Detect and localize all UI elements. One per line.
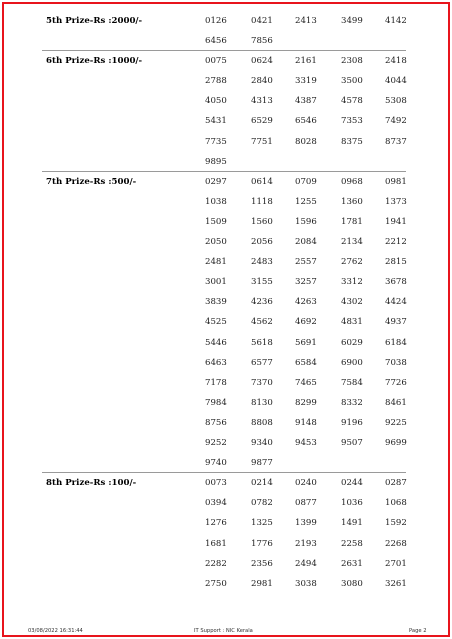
ticket-number: 2356 bbox=[251, 558, 273, 569]
ticket-number: 0981 bbox=[385, 176, 407, 187]
section-divider bbox=[42, 472, 406, 473]
ticket-number: 1068 bbox=[385, 498, 407, 509]
prize-title: 5th Prize-Rs :2000/- bbox=[46, 16, 143, 26]
ticket-number: 7856 bbox=[251, 36, 273, 47]
ticket-number: 4578 bbox=[341, 96, 363, 107]
ticket-number: 7038 bbox=[385, 357, 407, 368]
ticket-number: 3261 bbox=[385, 578, 407, 589]
ticket-number: 3001 bbox=[205, 277, 227, 288]
ticket-number: 0877 bbox=[295, 498, 317, 509]
ticket-number: 2282 bbox=[205, 558, 227, 569]
ticket-number: 7735 bbox=[205, 136, 227, 147]
ticket-number: 1373 bbox=[385, 196, 407, 207]
ticket-number: 3319 bbox=[295, 76, 317, 87]
ticket-number: 2481 bbox=[205, 257, 227, 268]
ticket-number: 2418 bbox=[385, 56, 407, 67]
ticket-number: 3312 bbox=[341, 277, 363, 288]
prize-section bbox=[4, 478, 444, 599]
ticket-number: 4937 bbox=[385, 317, 407, 328]
ticket-number: 9740 bbox=[205, 458, 227, 469]
ticket-number: 9453 bbox=[295, 438, 317, 449]
ticket-number: 0782 bbox=[251, 498, 273, 509]
results-page bbox=[2, 2, 450, 637]
ticket-number: 0614 bbox=[251, 176, 273, 187]
ticket-number: 4050 bbox=[205, 96, 227, 107]
ticket-number: 4044 bbox=[385, 76, 407, 87]
footer-page-number: Page 2 bbox=[409, 628, 427, 634]
ticket-number: 1255 bbox=[295, 196, 317, 207]
ticket-number: 0394 bbox=[205, 498, 227, 509]
ticket-number: 5618 bbox=[251, 337, 273, 348]
ticket-number: 0297 bbox=[205, 176, 227, 187]
ticket-number: 3839 bbox=[205, 297, 227, 308]
prize-section bbox=[4, 177, 444, 479]
ticket-number: 2212 bbox=[385, 237, 407, 248]
ticket-number: 3155 bbox=[251, 277, 273, 288]
ticket-number: 0244 bbox=[341, 478, 363, 489]
ticket-number: 2788 bbox=[205, 76, 227, 87]
ticket-number: 4387 bbox=[295, 96, 317, 107]
ticket-number: 1118 bbox=[251, 196, 273, 207]
ticket-number: 1596 bbox=[295, 216, 317, 227]
ticket-number: 2050 bbox=[205, 237, 227, 248]
ticket-number: 0624 bbox=[251, 56, 273, 67]
ticket-number: 8808 bbox=[251, 417, 273, 428]
ticket-number: 1509 bbox=[205, 216, 227, 227]
prize-section bbox=[4, 56, 444, 177]
ticket-number: 2268 bbox=[385, 538, 407, 549]
ticket-number: 3257 bbox=[295, 277, 317, 288]
ticket-number: 8332 bbox=[341, 397, 363, 408]
ticket-number: 9507 bbox=[341, 438, 363, 449]
ticket-number: 6456 bbox=[205, 36, 227, 47]
ticket-number: 4236 bbox=[251, 297, 273, 308]
ticket-number: 1560 bbox=[251, 216, 273, 227]
ticket-number: 1038 bbox=[205, 196, 227, 207]
ticket-number: 9196 bbox=[341, 417, 363, 428]
ticket-number: 2557 bbox=[295, 257, 317, 268]
ticket-number: 7353 bbox=[341, 116, 363, 127]
ticket-number: 2258 bbox=[341, 538, 363, 549]
ticket-number: 8375 bbox=[341, 136, 363, 147]
ticket-number: 9252 bbox=[205, 438, 227, 449]
ticket-number: 9148 bbox=[295, 417, 317, 428]
ticket-number: 4302 bbox=[341, 297, 363, 308]
ticket-number: 1781 bbox=[341, 216, 363, 227]
ticket-number: 4692 bbox=[295, 317, 317, 328]
ticket-number: 2762 bbox=[341, 257, 363, 268]
ticket-number: 0214 bbox=[251, 478, 273, 489]
ticket-number: 1276 bbox=[205, 518, 227, 529]
ticket-number: 1776 bbox=[251, 538, 273, 549]
ticket-number: 4313 bbox=[251, 96, 273, 107]
ticket-number: 2413 bbox=[295, 16, 317, 26]
ticket-number: 0073 bbox=[205, 478, 227, 489]
ticket-number: 2056 bbox=[251, 237, 273, 248]
ticket-number: 8737 bbox=[385, 136, 407, 147]
ticket-number: 5691 bbox=[295, 337, 317, 348]
ticket-number: 2981 bbox=[251, 578, 273, 589]
ticket-number: 6463 bbox=[205, 357, 227, 368]
ticket-number: 6577 bbox=[251, 357, 273, 368]
footer-support: IT Support : NIC Kerala bbox=[194, 628, 253, 634]
ticket-number: 4562 bbox=[251, 317, 273, 328]
ticket-number: 8130 bbox=[251, 397, 273, 408]
ticket-number: 9225 bbox=[385, 417, 407, 428]
ticket-number: 1360 bbox=[341, 196, 363, 207]
ticket-number: 2494 bbox=[295, 558, 317, 569]
ticket-number: 7492 bbox=[385, 116, 407, 127]
ticket-number: 9340 bbox=[251, 438, 273, 449]
ticket-number: 7465 bbox=[295, 377, 317, 388]
ticket-number: 8299 bbox=[295, 397, 317, 408]
ticket-number: 3500 bbox=[341, 76, 363, 87]
ticket-number: 1592 bbox=[385, 518, 407, 529]
ticket-number: 2815 bbox=[385, 257, 407, 268]
ticket-number: 2750 bbox=[205, 578, 227, 589]
ticket-number: 2084 bbox=[295, 237, 317, 248]
ticket-number: 8756 bbox=[205, 417, 227, 428]
ticket-number: 4424 bbox=[385, 297, 407, 308]
ticket-number: 6584 bbox=[295, 357, 317, 368]
ticket-number: 7178 bbox=[205, 377, 227, 388]
ticket-number: 0287 bbox=[385, 478, 407, 489]
ticket-number: 1491 bbox=[341, 518, 363, 529]
ticket-number: 0421 bbox=[251, 16, 273, 26]
ticket-number: 4831 bbox=[341, 317, 363, 328]
ticket-number: 3038 bbox=[295, 578, 317, 589]
ticket-number: 7751 bbox=[251, 136, 273, 147]
ticket-number: 2308 bbox=[341, 56, 363, 67]
ticket-number: 2134 bbox=[341, 237, 363, 248]
section-divider bbox=[42, 50, 406, 51]
ticket-number: 6184 bbox=[385, 337, 407, 348]
ticket-number: 5446 bbox=[205, 337, 227, 348]
ticket-number: 2161 bbox=[295, 56, 317, 67]
prize-title: 7th Prize-Rs :500/- bbox=[46, 176, 137, 187]
ticket-number: 7726 bbox=[385, 377, 407, 388]
prize-title: 6th Prize-Rs :1000/- bbox=[46, 56, 143, 67]
footer-timestamp: 03/08/2022 16:31:44 bbox=[28, 628, 83, 634]
ticket-number: 5431 bbox=[205, 116, 227, 127]
ticket-number: 1399 bbox=[295, 518, 317, 529]
ticket-number: 3499 bbox=[341, 16, 363, 26]
ticket-number: 3080 bbox=[341, 578, 363, 589]
ticket-number: 0709 bbox=[295, 176, 317, 187]
prize-title: 8th Prize-Rs :100/- bbox=[46, 478, 137, 489]
ticket-number: 4142 bbox=[385, 16, 407, 26]
ticket-number: 8028 bbox=[295, 136, 317, 147]
ticket-number: 7370 bbox=[251, 377, 273, 388]
ticket-number: 7984 bbox=[205, 397, 227, 408]
ticket-number: 1325 bbox=[251, 518, 273, 529]
ticket-number: 9895 bbox=[205, 156, 227, 167]
ticket-number: 6546 bbox=[295, 116, 317, 127]
ticket-number: 8461 bbox=[385, 397, 407, 408]
ticket-number: 0968 bbox=[341, 176, 363, 187]
ticket-number: 2701 bbox=[385, 558, 407, 569]
ticket-number: 4525 bbox=[205, 317, 227, 328]
ticket-number: 0075 bbox=[205, 56, 227, 67]
ticket-number: 4263 bbox=[295, 297, 317, 308]
ticket-number: 2193 bbox=[295, 538, 317, 549]
section-divider bbox=[42, 171, 406, 172]
ticket-number: 1941 bbox=[385, 216, 407, 227]
ticket-number: 0126 bbox=[205, 16, 227, 26]
ticket-number: 6900 bbox=[341, 357, 363, 368]
ticket-number: 7584 bbox=[341, 377, 363, 388]
ticket-number: 0240 bbox=[295, 478, 317, 489]
ticket-number: 2483 bbox=[251, 257, 273, 268]
ticket-number: 2840 bbox=[251, 76, 273, 87]
ticket-number: 2631 bbox=[341, 558, 363, 569]
ticket-number: 9877 bbox=[251, 458, 273, 469]
ticket-number: 5308 bbox=[385, 96, 407, 107]
ticket-number: 9699 bbox=[385, 438, 407, 449]
ticket-number: 1036 bbox=[341, 498, 363, 509]
ticket-number: 6029 bbox=[341, 337, 363, 348]
ticket-number: 1681 bbox=[205, 538, 227, 549]
ticket-number: 3678 bbox=[385, 277, 407, 288]
ticket-number: 6529 bbox=[251, 116, 273, 127]
